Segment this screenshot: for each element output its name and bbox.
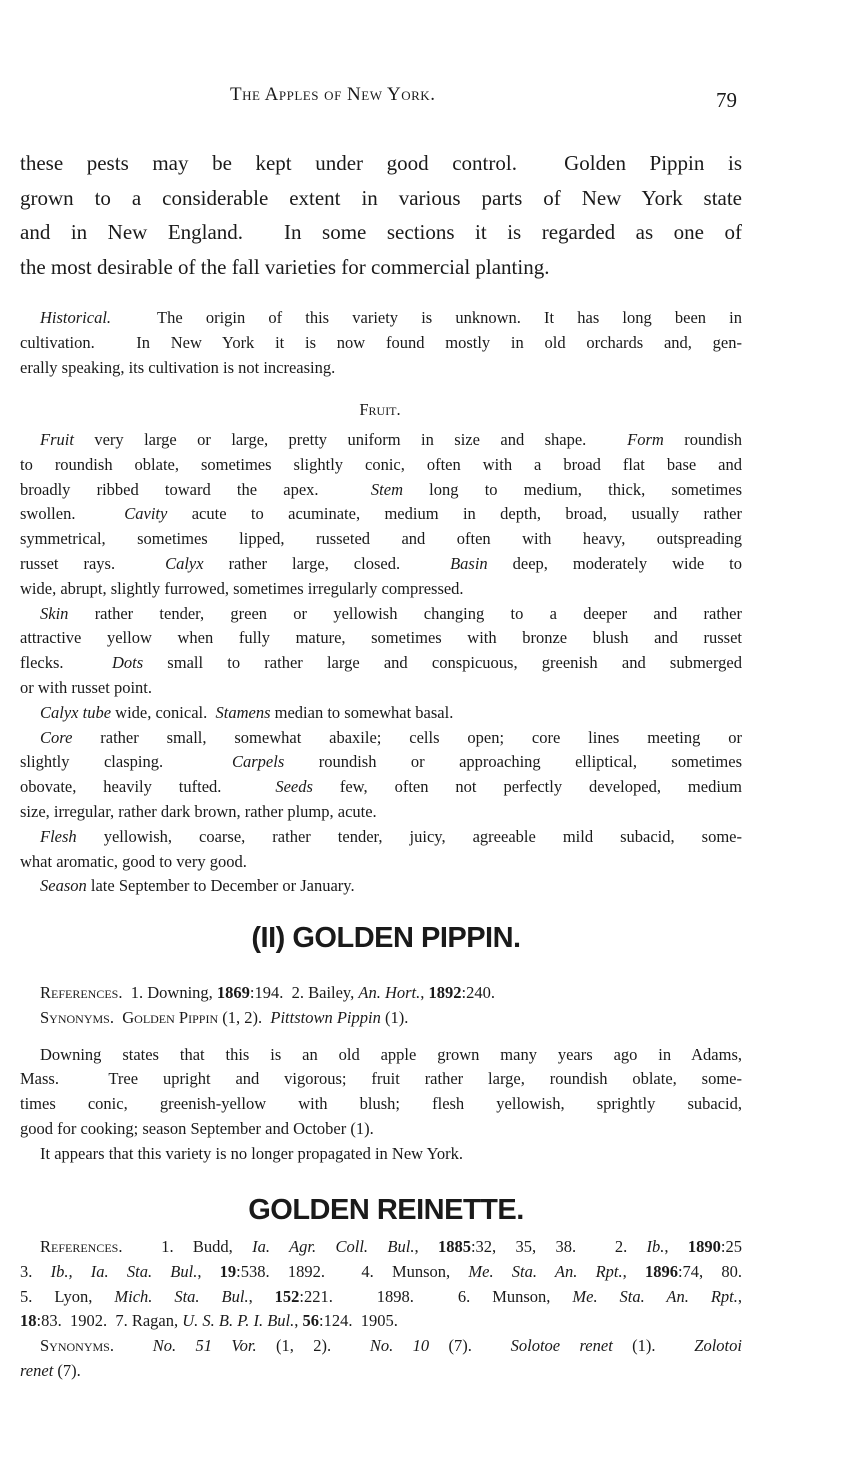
text-run: (1). <box>612 1336 695 1356</box>
text-line <box>20 750 742 775</box>
italic-term: Fruit <box>40 430 74 449</box>
text-run: cultivation. In New York it is now found mostly in old orchards and, gen- <box>20 332 742 352</box>
small-caps-label: Golden Pippin <box>122 1007 219 1027</box>
text-run: , <box>414 1237 438 1256</box>
text-run: 1869 <box>216 983 250 1002</box>
text-run: deep, moderately wide to <box>487 553 742 573</box>
historical-paragraph <box>20 306 742 380</box>
text-line <box>20 306 742 331</box>
italic-term: No. 51 Vor. <box>152 1336 257 1356</box>
italic-term: Me. Sta. An. Rpt. <box>572 1286 738 1306</box>
text-run: :194. 2. Bailey, <box>249 983 359 1002</box>
italic-term: Stamens <box>215 702 271 722</box>
text-line <box>20 527 742 552</box>
text-run: rather small, somewhat abaxile; cells open; core lines meeting or <box>72 727 742 747</box>
fruit-description <box>20 428 742 899</box>
text-line <box>20 552 742 577</box>
text-line <box>20 1043 742 1068</box>
italic-term: Basin <box>450 553 488 573</box>
text-line <box>20 626 742 651</box>
text-run: wide, abrupt, slightly furrowed, sometimes irregularly compressed. <box>20 578 464 598</box>
text-run: yellowish, coarse, rather tender, juicy, agreeable mild subacid, some- <box>76 826 742 846</box>
text-run: Downing states that this is an old apple grown many years ago in Adams, <box>40 1044 742 1064</box>
text-run: broadly ribbed toward the apex. <box>20 479 371 499</box>
text-run: 1885 <box>437 1237 471 1256</box>
text-run: 1. Budd, <box>122 1237 253 1256</box>
text-run: rather large, closed. <box>203 553 451 573</box>
text-run: flecks. <box>20 653 112 673</box>
text-run: :221. 1898. 6. Munson, <box>299 1286 573 1306</box>
text-run: wide, conical. <box>111 702 216 722</box>
small-caps-label: References. <box>40 983 123 1002</box>
text-run: size, irregular, rather dark brown, rather plump, acute. <box>20 801 377 821</box>
text-run: slightly clasping. <box>20 752 232 772</box>
text-line <box>20 701 742 726</box>
text-line <box>20 250 742 285</box>
italic-term: Calyx <box>165 553 204 573</box>
italic-term: Solotoe renet <box>510 1336 613 1356</box>
text-run: :32, 35, 38. 2. <box>470 1237 647 1256</box>
text-run: :124. 1905. <box>318 1311 398 1331</box>
text-run: , <box>294 1311 303 1331</box>
text-line <box>20 453 742 478</box>
text-run: :74, 80. <box>677 1261 742 1281</box>
text-line <box>20 1092 742 1117</box>
italic-term: Ib. <box>646 1237 665 1256</box>
text-run: 18 <box>20 1311 37 1331</box>
italic-term: Core <box>40 727 73 747</box>
text-run: The origin of this variety is unknown. It has long been in <box>111 308 742 327</box>
text-run: rather tender, green or yellowish changing to a deeper and rather <box>68 603 742 623</box>
text-run: 1. Downing, <box>122 983 217 1002</box>
italic-term: Carpels <box>231 752 285 772</box>
text-line <box>20 1006 742 1031</box>
text-run: (1, 2). <box>256 1336 370 1356</box>
italic-term: Historical. <box>40 308 112 327</box>
text-line <box>20 478 742 503</box>
text-line <box>20 215 742 250</box>
text-run <box>114 1008 122 1027</box>
text-run: attractive yellow when fully mature, sometimes with bronze blush and russet <box>20 628 742 648</box>
golden-pippin-entry <box>20 981 742 1167</box>
text-line <box>20 825 742 850</box>
text-line <box>20 146 742 181</box>
italic-term: Dots <box>111 653 144 673</box>
italic-term: Flesh <box>40 826 77 846</box>
text-run: acute to acuminate, medium in depth, broad, usually rather <box>167 504 742 524</box>
text-run: or with russet point. <box>20 677 152 697</box>
text-run: median to somewhat basal. <box>270 702 454 722</box>
text-run: 1890 <box>687 1237 721 1256</box>
text-run: , <box>197 1261 220 1281</box>
text-line <box>20 1117 742 1142</box>
small-caps-label: References. <box>40 1237 123 1256</box>
golden-pippin-heading: (II) GOLDEN PIPPIN. <box>251 922 521 954</box>
small-caps-label: Synonyms. <box>40 1336 114 1356</box>
text-run: 152 <box>274 1286 300 1306</box>
text-run: 56 <box>302 1311 319 1331</box>
italic-term: No. 10 <box>369 1336 430 1356</box>
text-line <box>20 1067 742 1092</box>
text-run: (1, 2). <box>218 1007 271 1027</box>
text-run: small to rather large and conspicuous, greenish and submerged <box>143 653 742 673</box>
text-run: and in New England. In some sections it is regarded as one of <box>20 220 742 244</box>
page-number: 79 <box>716 88 737 112</box>
text-line <box>20 1260 742 1285</box>
text-run <box>114 1336 153 1355</box>
italic-term: Form <box>627 430 664 449</box>
text-run: (7). <box>429 1336 511 1356</box>
text-run: , <box>248 1286 275 1306</box>
text-run: (7). <box>53 1360 81 1380</box>
text-run: , <box>737 1286 743 1306</box>
text-run: erally speaking, its cultivation is not increasing. <box>20 357 336 377</box>
text-run: obovate, heavily tufted. <box>20 777 276 797</box>
text-run: 1896 <box>644 1261 678 1281</box>
italic-term: renet <box>20 1360 54 1380</box>
fruit-section-heading: Fruit. <box>359 400 401 419</box>
italic-term: Stem <box>370 479 403 499</box>
text-line <box>20 1359 742 1384</box>
text-run: very large or large, pretty uniform in size and shape. <box>73 430 628 449</box>
text-run: 3. <box>20 1261 51 1281</box>
italic-term: Skin <box>40 603 69 623</box>
text-run: swollen. <box>20 504 125 524</box>
text-run: 1892 <box>428 983 462 1002</box>
text-run: few, often not perfectly developed, medium <box>312 777 742 797</box>
italic-term: Zolotoi <box>694 1336 742 1356</box>
text-run: what aromatic, good to very good. <box>20 851 247 871</box>
text-run: these pests may be kept under good control. Golden Pippin is <box>20 151 742 175</box>
text-line <box>20 1142 742 1167</box>
text-line <box>20 1235 742 1260</box>
text-line <box>20 651 742 676</box>
text-run: :25 <box>720 1237 742 1256</box>
italic-term: Me. Sta. An. Rpt. <box>468 1261 623 1281</box>
text-line <box>20 577 742 602</box>
text-run: roundish <box>663 430 742 449</box>
text-line <box>20 428 742 453</box>
text-run: 19 <box>219 1261 237 1281</box>
text-run: late September to December or January. <box>86 876 355 896</box>
text-run: 5. Lyon, <box>20 1286 115 1306</box>
italic-term: Cavity <box>124 504 168 524</box>
text-run: grown to a considerable extent in various parts of New York state <box>20 185 742 210</box>
text-line <box>20 775 742 800</box>
text-line <box>20 181 742 216</box>
italic-term: Pittstown Pippin <box>270 1007 381 1027</box>
italic-term: An. Hort. <box>358 983 421 1002</box>
text-line <box>20 356 742 381</box>
text-run: :83. 1902. 7. Ragan, <box>36 1311 183 1331</box>
text-run: (1). <box>380 1007 409 1027</box>
page-header <box>0 84 850 114</box>
italic-term: Season <box>40 876 87 896</box>
text-line <box>20 1334 742 1359</box>
italic-term: Ia. Agr. Coll. Bul. <box>252 1237 415 1256</box>
text-run: It appears that this variety is no longer propagated in New York. <box>40 1143 463 1163</box>
text-run: the most desirable of the fall varieties for commercial planting. <box>20 254 550 279</box>
text-run: long to medium, thick, sometimes <box>403 479 742 499</box>
text-line <box>20 602 742 627</box>
text-run: russet rays. <box>20 553 166 573</box>
text-line <box>20 800 742 825</box>
text-line <box>20 331 742 356</box>
italic-term: U. S. B. P. I. Bul. <box>182 1311 295 1331</box>
text-line <box>20 981 742 1006</box>
text-run: to roundish oblate, sometimes slightly conic, often with a broad flat base and <box>20 454 742 474</box>
golden-reinette-heading: GOLDEN REINETTE. <box>248 1194 524 1226</box>
text-line <box>20 850 742 875</box>
running-title: The Apples of New York. <box>230 84 436 105</box>
text-run: times conic, greenish-yellow with blush; flesh yellowish, sprightly subacid, <box>20 1094 742 1114</box>
text-run: , <box>622 1261 645 1281</box>
text-run: :538. 1892. 4. Munson, <box>236 1261 469 1281</box>
text-run: symmetrical, sometimes lipped, russeted and often with heavy, outspreading <box>20 529 742 549</box>
text-line <box>20 1285 742 1310</box>
text-run: , <box>664 1237 688 1256</box>
italic-term: Calyx tube <box>40 702 112 722</box>
text-run: roundish or approaching elliptical, sometimes <box>284 752 742 772</box>
intro-paragraph <box>20 146 742 284</box>
text-line <box>20 502 742 527</box>
text-line <box>20 1309 742 1334</box>
text-line <box>20 726 742 751</box>
text-run: good for cooking; season September and October (1). <box>20 1118 374 1138</box>
italic-term: Mich. Sta. Bul. <box>114 1286 249 1306</box>
italic-term: Seeds <box>275 777 313 797</box>
italic-term: Ib., Ia. Sta. Bul. <box>50 1261 198 1281</box>
text-run: Mass. Tree upright and vigorous; fruit rather large, roundish oblate, some- <box>20 1069 742 1089</box>
text-run: , <box>420 983 429 1002</box>
text-line <box>20 874 742 899</box>
text-run: :240. <box>461 983 495 1002</box>
golden-reinette-entry <box>20 1235 742 1384</box>
small-caps-label: Synonyms. <box>40 1007 114 1027</box>
text-line <box>20 676 742 701</box>
